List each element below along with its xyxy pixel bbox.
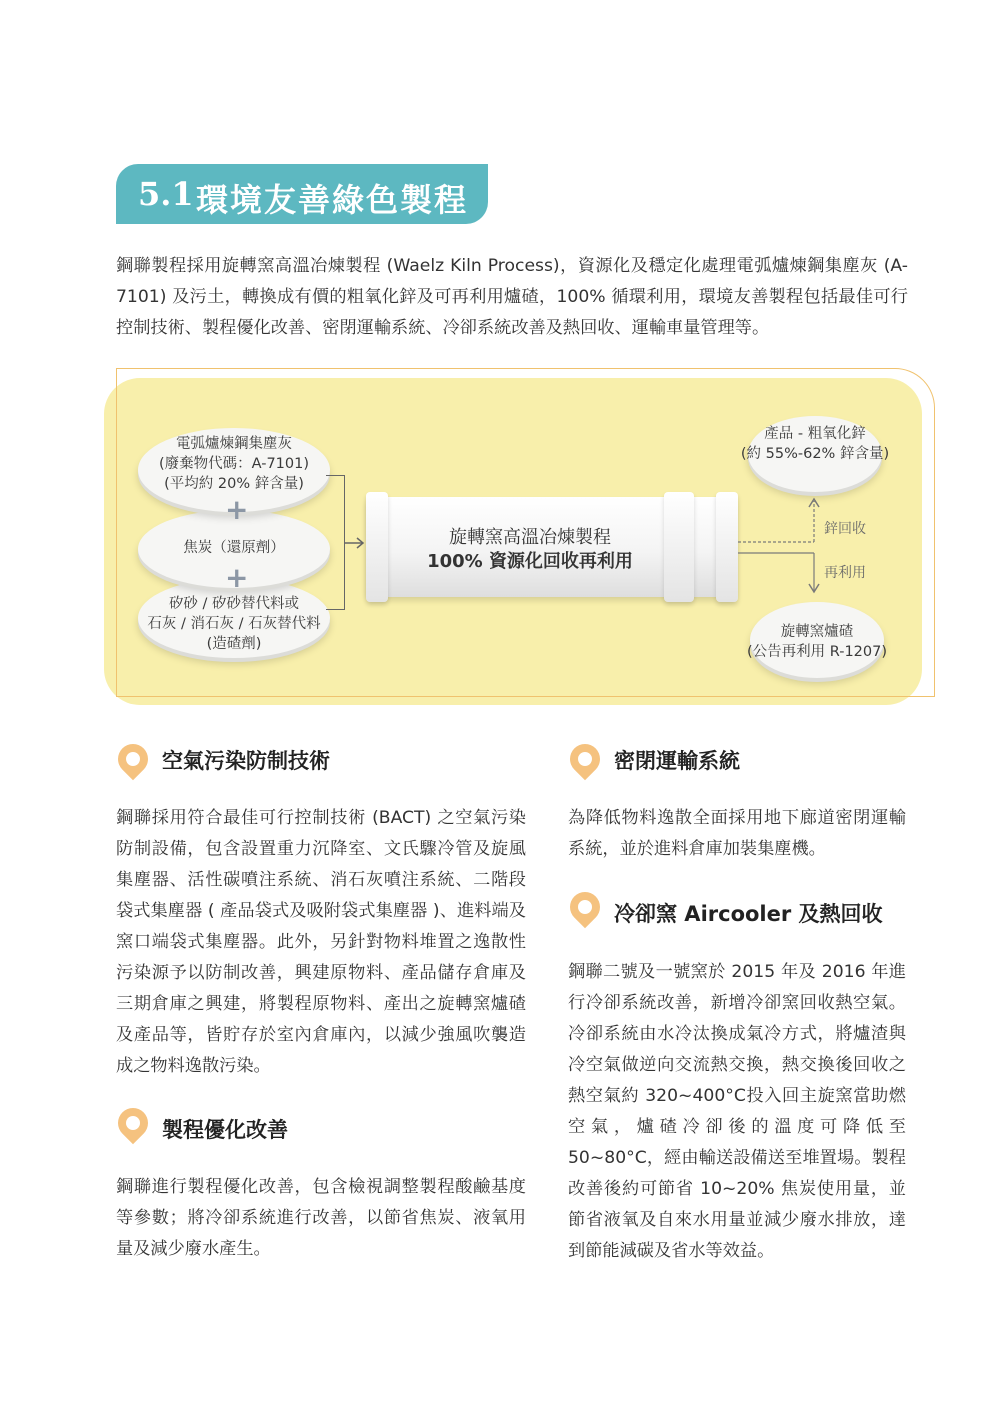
location-pin-icon <box>112 738 154 780</box>
input-slag-line3: (造碴劑) <box>206 636 262 652</box>
input-dust-line3: (平均約 20% 鋅含量) <box>164 476 304 492</box>
input-coke-label: 焦炭（還原劑） <box>183 540 285 556</box>
slag-line2: (公告再利用 R-1207) <box>746 644 888 660</box>
location-pin-icon <box>564 886 606 928</box>
intro-paragraph: 鋼聯製程採用旋轉窯高溫冶煉製程 (Waelz Kiln Process)，資源化及穩定化處理電弧爐煉鋼集塵灰 (A-7101) 及污土，轉換成有價的粗氧化鋅及可再利用爐碴，100% 循環利用，環境友善製程包括最佳可行控制技術、製程優化改善、密閉運輸系統、冷卻系統改善及熱回收、運輸車量管理等。 <box>116 256 908 338</box>
plus-icon: + <box>225 493 249 526</box>
input-bracket <box>326 475 345 610</box>
input-dust-line2: (廢棄物代碼：A-7101) <box>158 456 310 472</box>
section-title: 環境友善綠色製程 <box>196 181 469 219</box>
input-dust-line1: 電弧爐煉鋼集塵灰 <box>176 436 292 452</box>
location-pin-icon <box>564 738 606 780</box>
product-disk-zinc-oxide <box>740 416 890 492</box>
product-line2: (約 55%-62% 鋅含量) <box>740 446 890 462</box>
subsection-text-process-optimization: 鋼聯進行製程優化改善，包含檢視調整製程酸鹼基度等參數；將冷卻系統進行改善，以節省焦炭、液氧用量及減少廢水產生。 <box>116 1177 526 1259</box>
subsection-title-air-pollution: 空氣污染防制技術 <box>162 749 330 773</box>
kiln-label-process: 旋轉窯高溫冶煉製程 <box>449 527 611 548</box>
product-line1: 產品 - 粗氧化鋅 <box>764 426 866 442</box>
input-slag-line2: 石灰 / 消石灰 / 石灰替代料 <box>147 616 321 632</box>
input-slag-line1: 矽砂 / 矽砂替代料或 <box>168 596 300 612</box>
plus-icon: + <box>225 561 249 594</box>
zinc-recovery-label: 鋅回收 <box>824 521 866 537</box>
output-connectors <box>738 495 828 595</box>
slag-disk <box>746 602 888 678</box>
subsection-text-closed-transport: 為降低物料逸散全面採用地下廊道密閉運輸系統，並於進料倉庫加裝集塵機。 <box>568 808 906 859</box>
section-number: 5.1 <box>138 175 194 213</box>
reuse-label: 再利用 <box>824 565 866 581</box>
slag-line1: 旋轉窯爐碴 <box>780 624 854 640</box>
subsection-text-aircooler: 鋼聯二號及一號窯於 2015 年及 2016 年進行冷卻系統改善，新增冷卻窯回收熱空氣。冷卻系統由水冷汰換成氣冷方式，將爐渣與冷空氣做逆向交流熱交換，熱交換後回收之熱空氣約 320~400°C投入回主旋窯當助燃空氣，爐碴冷卻後的溫度可降低至 50~80°C，經由輸送設備送至堆置場。製程改善後約可節省 10~20% 焦炭使用量，並節省液氧及自來水用量並減少廢水排放，達到節能減碳及省水等效益。 <box>568 962 906 1261</box>
subsection-title-aircooler: 冷卻窯 Aircooler 及熱回收 <box>614 902 883 926</box>
subsection-title-process-optimization: 製程優化改善 <box>162 1118 288 1142</box>
location-pin-icon <box>112 1102 154 1144</box>
kiln-right-cap <box>716 492 738 602</box>
arrow-to-kiln-icon <box>344 536 368 550</box>
subsection-title-closed-transport: 密閉運輸系統 <box>614 749 740 773</box>
subsection-text-air-pollution: 鋼聯採用符合最佳可行控制技術 (BACT) 之空氣污染防制設備，包含設置重力沉降室、文氏驟冷管及旋風集塵器、活性碳噴注系統、消石灰噴注系統、二階段袋式集塵器 ( 產品袋式及吸附袋式集塵器 )、進料端及窯口端袋式集塵器。此外，另針對物料堆置之逸散性污染源予以防制改善，興建原物料、產品儲存倉庫及三期倉庫之興建，將製程原物料、產出之旋轉窯爐碴及產品等，皆貯存於室內倉庫內，以減少強風吹襲造成之物料逸散污染。 <box>116 808 526 1076</box>
kiln-label-recycle: 100% 資源化回收再利用 <box>427 551 633 572</box>
